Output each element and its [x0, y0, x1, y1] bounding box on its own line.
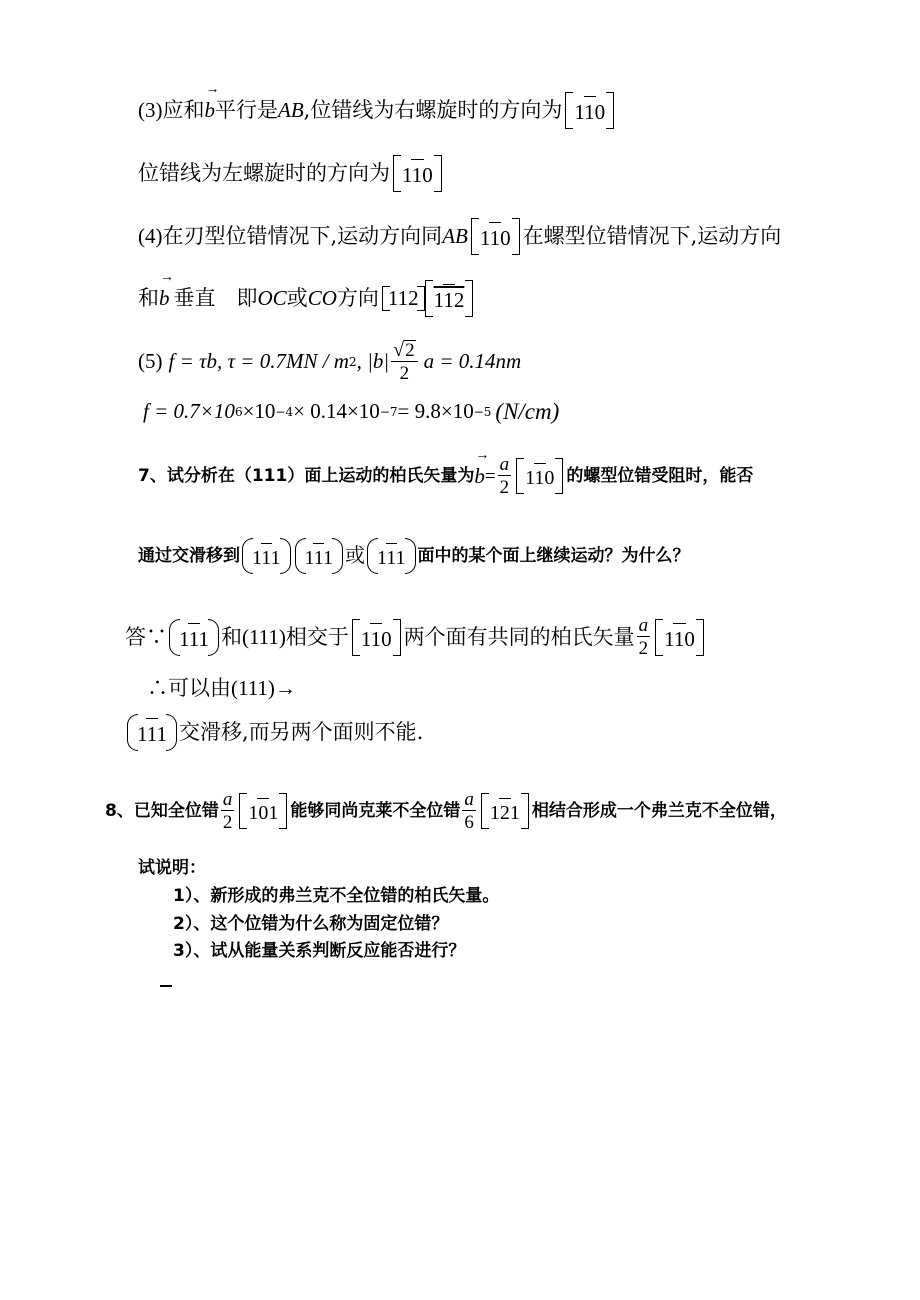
text: 通过交滑移到 — [138, 545, 240, 566]
text: 答∵ — [125, 624, 167, 649]
item-5-marker: (5) — [138, 349, 163, 373]
line-3-heading — [138, 92, 617, 129]
direction-index: 110 — [655, 619, 704, 656]
line-4-heading — [138, 218, 781, 255]
plane-index: 111 — [127, 714, 177, 751]
formula: f = 0.7×10 — [143, 399, 235, 423]
plane-index: 111 — [169, 619, 219, 656]
math-co: CO — [307, 286, 337, 310]
direction-index: 121 — [481, 793, 529, 829]
text: 试分析在（111）面上运动的柏氏矢量为 — [166, 465, 475, 486]
fraction: $\frac{a}{2}$ — [222, 789, 233, 833]
text: 方向 — [336, 286, 379, 310]
direction-index: 110 — [352, 619, 401, 656]
answer-line-2: ∴可以由 (111) → — [147, 676, 296, 700]
question-number: 7、 — [138, 465, 167, 486]
text: 在螺型位错情况下,运动方向 — [522, 224, 782, 248]
line-force-calc: f = 0.7×10 6 ×10 −4 × 0.14×10 −7 = 9.8×10 −5 (N/cm) — [143, 399, 560, 424]
text: 和 — [138, 286, 159, 310]
text: 位错线为左螺旋时的方向为 — [138, 161, 390, 185]
plane-index: 111 — [295, 538, 344, 574]
question-8-sub1: 1）、新形成的弗兰克不全位错的柏氏矢量。 — [173, 886, 500, 906]
text: ,位错线为右螺旋时的方向为 — [303, 98, 563, 122]
question-8-sub3: 3）、试从能量关系判断反应能否进行？ — [173, 941, 466, 961]
plane-index: 111 — [242, 538, 291, 574]
line-perpendicular — [138, 280, 476, 317]
question-7: 7、 试分析在（111）面上运动的柏氏矢量为 → b = $\frac{a}{2}$ 110 的螺型位错受阻时，能否 — [138, 455, 753, 497]
text: 应和 — [162, 98, 205, 122]
text: 在刃型位错情况下,运动方向同 — [162, 224, 443, 248]
text: 平行是 — [215, 98, 278, 122]
text: 能够同尚克莱不全位错 — [290, 800, 461, 821]
text: 或 — [286, 286, 308, 310]
burgers-vector-symbol: → b — [159, 288, 170, 309]
question-8-sub2: 2）、这个位错为什么称为固定位错？ — [173, 914, 449, 934]
direction-index: 110 — [565, 92, 614, 129]
question-8-prompt: 试说明： — [138, 858, 206, 878]
trailing-dash — [160, 985, 172, 987]
item-3-marker: (3) — [138, 98, 163, 122]
question-number: 8、 — [105, 800, 134, 821]
burgers-vector-symbol: → b — [474, 466, 485, 487]
question-8 — [105, 790, 787, 832]
question-7-cont: 通过交滑移到 111 111 或 111 面中的某个面上继续运动？为什么？ — [138, 538, 690, 574]
answer-line-1: 答∵ 111 和 (111) 相交于 110 两个面有共同的柏氏矢量 $\frac{a}{2}$ 110 — [125, 616, 707, 658]
text: 已知全位错 — [133, 800, 219, 821]
math-ab: AB — [278, 98, 304, 122]
text: 相结合形成一个弗兰克不全位错， — [531, 800, 787, 821]
line-left-screw — [138, 155, 445, 192]
direction-index: 110 — [393, 155, 442, 192]
direction-index: 110 — [516, 458, 563, 494]
fraction: $\frac{a}{2}$ — [499, 454, 510, 498]
burgers-vector-symbol: → b — [205, 100, 216, 121]
direction-index: 112 — [382, 286, 425, 311]
direction-index: 112 — [425, 280, 474, 317]
fraction: $\frac{a}{6}$ — [464, 789, 474, 833]
text: 的螺型位错受阻时，能否 — [566, 465, 754, 486]
exponent: 2 — [348, 354, 357, 369]
item-4-marker: (4) — [138, 224, 163, 248]
unit: (N/cm) — [495, 399, 560, 424]
direction-index: 110 — [471, 218, 520, 255]
formula: f = τb, τ = 0.7MN / m — [168, 349, 349, 373]
answer-line-3: 111 交滑移,而另两个面则不能. — [125, 714, 423, 751]
text: 面中的某个面上继续运动？为什么？ — [417, 545, 690, 566]
fraction: $\frac{a}{2}$ — [638, 615, 649, 659]
text: 垂直 即 — [173, 286, 258, 310]
formula: a = 0.14nm — [423, 349, 522, 373]
direction-index: 101 — [239, 793, 287, 829]
math-ab: AB — [442, 224, 468, 248]
fraction: √ 2 2 — [391, 340, 417, 383]
plane-index: 111 — [367, 538, 416, 574]
formula: , |b| — [356, 349, 390, 373]
line-5-formula — [138, 340, 521, 383]
math-oc: OC — [257, 286, 287, 310]
